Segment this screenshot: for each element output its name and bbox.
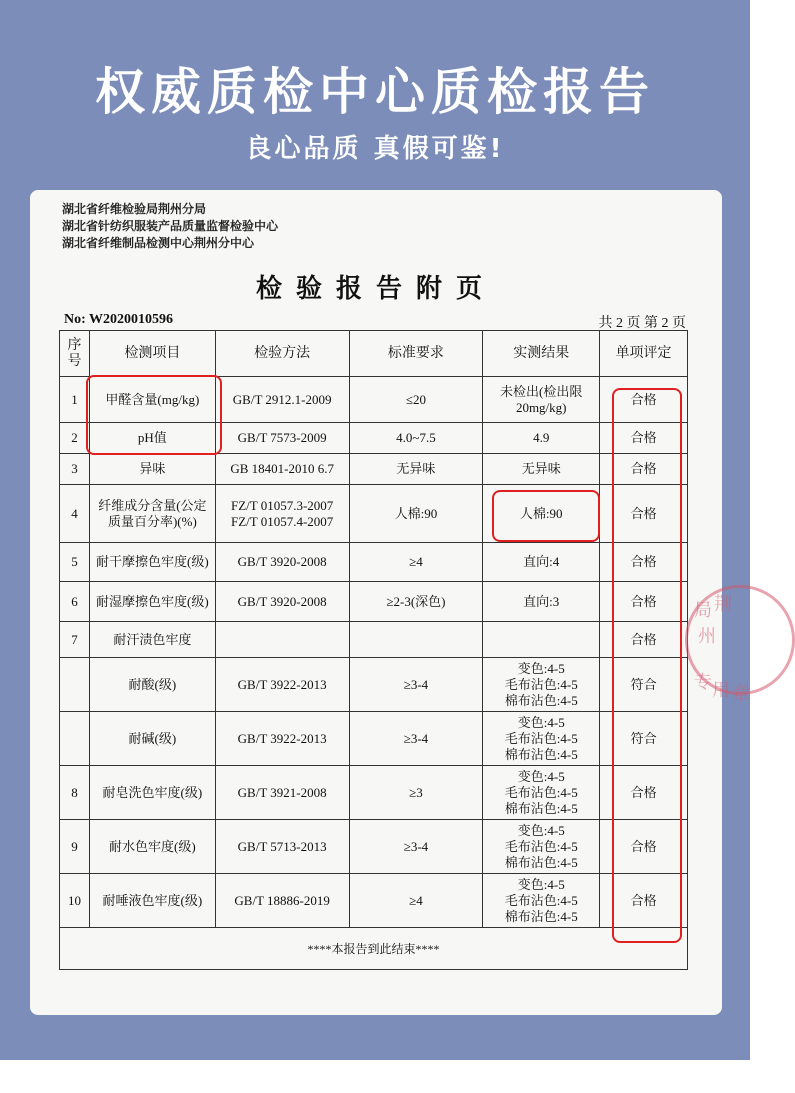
cell-requirement: 4.0~7.5: [349, 423, 483, 454]
cell-result: [483, 658, 600, 712]
cell-requirement: ≤20: [349, 377, 483, 423]
table-row: [60, 712, 688, 766]
cell-item: 耐酸(级): [89, 658, 215, 712]
page-subtitle: 良心品质 真假可鉴!: [245, 134, 505, 164]
page-info: 共 2 页 第 2 页: [598, 316, 686, 331]
result-line: 变色:4-5: [517, 768, 565, 784]
cell-method: FZ/T 01057.3-2007 FZ/T 01057.4-2007: [215, 485, 349, 543]
stamp-char: 专: [694, 672, 712, 693]
cell-result: [483, 874, 600, 928]
cell-method: GB/T 3920-2008: [215, 582, 349, 622]
cell-no: 5: [60, 543, 90, 582]
result-line: 毛布沾色:4-5: [504, 730, 578, 746]
cell-requirement: ≥3-4: [349, 658, 483, 712]
cell-no: 9: [60, 820, 90, 874]
cell-verdict: 合格: [600, 377, 688, 423]
table-body: [60, 377, 688, 928]
cell-verdict: 合格: [600, 543, 688, 582]
cell-method: GB/T 5713-2013: [215, 820, 349, 874]
cell-no: 1: [60, 377, 90, 423]
stamp-char: 局: [694, 600, 712, 621]
cell-requirement: ≥4: [349, 543, 483, 582]
cell-method: GB 18401-2010 6.7: [215, 454, 349, 485]
cell-no: 8: [60, 766, 90, 820]
result-line: 棉布沾色:4-5: [504, 854, 578, 870]
cell-item: 耐碱(级): [89, 712, 215, 766]
cell-requirement: ≥3: [349, 766, 483, 820]
result-line: 毛布沾色:4-5: [504, 676, 578, 692]
official-stamp: [685, 585, 795, 705]
cell-verdict: 合格: [600, 766, 688, 820]
cell-method: [215, 622, 349, 658]
col-header-item: 检测项目: [89, 331, 215, 377]
cell-result: [483, 820, 600, 874]
cell-item: 耐水色牢度(级): [89, 820, 215, 874]
result-line: 变色:4-5: [517, 876, 565, 892]
result-line: 变色:4-5: [517, 714, 565, 730]
cell-item: 耐汗渍色牢度: [89, 622, 215, 658]
result-line: 棉布沾色:4-5: [504, 692, 578, 708]
table-header-row: [60, 331, 688, 377]
cell-result: [483, 712, 600, 766]
highlight-box-item: [86, 375, 222, 455]
cell-verdict: 合格: [600, 454, 688, 485]
cell-result: [483, 622, 600, 658]
result-line: 毛布沾色:4-5: [504, 892, 578, 908]
report-number: No: W2020010596: [64, 312, 174, 327]
cell-requirement: 人棉:90: [349, 485, 483, 543]
cell-no: [60, 712, 90, 766]
cell-method: GB/T 3920-2008: [215, 543, 349, 582]
cell-result: 未检出(检出限20mg/kg): [483, 377, 600, 423]
cell-result: 4.9: [483, 423, 600, 454]
result-line: 毛布沾色:4-5: [504, 838, 578, 854]
cell-no: 10: [60, 874, 90, 928]
table-row: [60, 543, 688, 582]
cell-verdict: 合格: [600, 582, 688, 622]
cell-item: 耐湿摩擦色牢度(级): [89, 582, 215, 622]
cell-verdict: 合格: [600, 423, 688, 454]
highlight-box-verdict: [612, 388, 682, 943]
cell-requirement: [349, 622, 483, 658]
cell-no: [60, 658, 90, 712]
stamp-char: 荆: [714, 594, 732, 615]
cell-verdict: 合格: [600, 820, 688, 874]
cell-item: 甲醛含量(mg/kg): [89, 377, 215, 423]
result-line: 毛布沾色:4-5: [504, 784, 578, 800]
report-paper: [30, 190, 750, 1015]
cell-item: 纤维成分含量(公定质量百分率)(%): [89, 485, 215, 543]
cell-item: 耐唾液色牢度(级): [89, 874, 215, 928]
cell-method: GB/T 18886-2019: [215, 874, 349, 928]
col-header-method: 检验方法: [215, 331, 349, 377]
table-row: [60, 454, 688, 485]
cell-verdict: 合格: [600, 485, 688, 543]
result-line: 变色:4-5: [517, 660, 565, 676]
cell-no: 4: [60, 485, 90, 543]
stamp-char: 用: [712, 680, 730, 701]
table-row: [60, 820, 688, 874]
result-line: 棉布沾色:4-5: [504, 908, 578, 924]
cell-no: 6: [60, 582, 90, 622]
stamp-char: 州: [698, 626, 716, 647]
cell-item: pH值: [89, 423, 215, 454]
cell-result: 直向:4: [483, 543, 600, 582]
cell-requirement: ≥3-4: [349, 712, 483, 766]
org-line-1: 湖北省纤维检验局荆州分局: [62, 202, 207, 216]
cell-requirement: ≥2-3(深色): [349, 582, 483, 622]
cell-verdict: 合格: [600, 622, 688, 658]
cell-requirement: 无异味: [349, 454, 483, 485]
cell-method: GB/T 2912.1-2009: [215, 377, 349, 423]
highlight-box-result: [492, 490, 600, 542]
table-row: [60, 766, 688, 820]
cell-item: 异味: [89, 454, 215, 485]
page-title: 权威质检中心质检报告: [95, 63, 655, 121]
cell-requirement: ≥4: [349, 874, 483, 928]
table-row: [60, 874, 688, 928]
result-line: 变色:4-5: [517, 822, 565, 838]
cell-result: [483, 766, 600, 820]
table-row: [60, 622, 688, 658]
cell-method: GB/T 7573-2009: [215, 423, 349, 454]
result-line: 棉布沾色:4-5: [504, 800, 578, 816]
org-line-3: 湖北省纤维制品检测中心荆州分中心: [62, 236, 255, 250]
cell-item: 耐皂洗色牢度(级): [89, 766, 215, 820]
cell-no: 7: [60, 622, 90, 658]
cell-result: 人棉:90: [483, 485, 600, 543]
cell-result: 直向:3: [483, 582, 600, 622]
table-row: [60, 658, 688, 712]
cell-no: 2: [60, 423, 90, 454]
end-note: ****本报告到此结束****: [60, 928, 688, 970]
cell-verdict: 合格: [600, 874, 688, 928]
col-header-result: 实测结果: [483, 331, 600, 377]
document-title: 检验报告附页: [255, 274, 496, 304]
cell-verdict: 符合: [600, 712, 688, 766]
cell-verdict: 符合: [600, 658, 688, 712]
cell-requirement: ≥3-4: [349, 820, 483, 874]
cell-no: 3: [60, 454, 90, 485]
table-row: [60, 582, 688, 622]
cell-item: 耐干摩擦色牢度(级): [89, 543, 215, 582]
table-footer-row: [60, 928, 688, 970]
org-line-2: 湖北省针纺织服装产品质量监督检验中心: [62, 219, 279, 233]
cell-method: GB/T 3922-2013: [215, 658, 349, 712]
stamp-char: 章: [732, 684, 750, 705]
col-header-no: 序号: [60, 331, 90, 377]
result-line: 棉布沾色:4-5: [504, 746, 578, 762]
cell-result: 无异味: [483, 454, 600, 485]
col-header-requirement: 标准要求: [349, 331, 483, 377]
cell-method: GB/T 3922-2013: [215, 712, 349, 766]
cell-method: GB/T 3921-2008: [215, 766, 349, 820]
col-header-verdict: 单项评定: [600, 331, 688, 377]
